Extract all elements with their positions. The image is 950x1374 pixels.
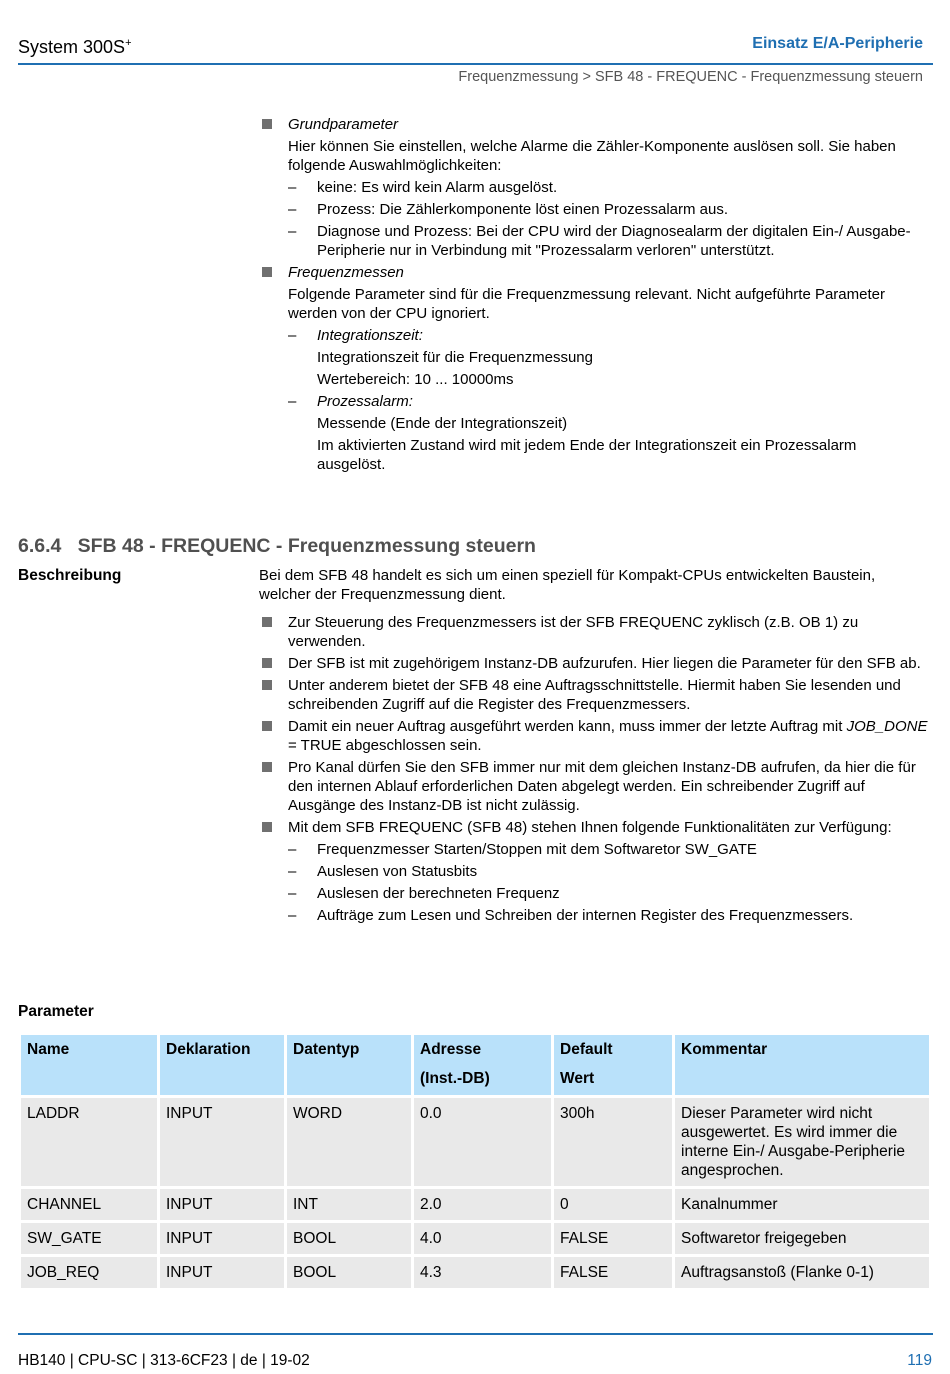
- table-cell: JOB_REQ: [21, 1257, 157, 1288]
- list-item-text: [260, 285, 928, 474]
- dash-item: – Frequenzmesser Starten/Stoppen mit dem Softwaretor SW_GATE: [288, 841, 757, 858]
- breadcrumb: Frequenzmessung > SFB 48 - FREQUENC - Frequenzmessung steuern: [458, 69, 923, 85]
- table-row: [21, 1257, 929, 1288]
- bullet-square-icon: [262, 680, 272, 690]
- table-cell: Kanalnummer: [675, 1189, 929, 1220]
- page-number: 119: [907, 1352, 932, 1369]
- section-heading: 6.6.4 SFB 48 - FREQUENC - Frequenzmessung steuern: [18, 535, 536, 557]
- table-header-row: [21, 1035, 929, 1095]
- list-item: Damit ein neuer Auftrag ausgeführt werden kann, muss immer der letzte Auftrag mit JOB_DONE = TRUE abgeschlossen sein.: [260, 717, 928, 755]
- table-cell: 0.0: [414, 1098, 551, 1186]
- table-row: [21, 1223, 929, 1254]
- parameter-description-list: [260, 115, 928, 474]
- header-left-title: System 300S+: [18, 37, 132, 57]
- bullet-square-icon: [262, 822, 272, 832]
- footer-doc-id: HB140 | CPU-SC | 313-6CF23 | de | 19-02: [18, 1352, 310, 1369]
- dash-item: – Diagnose und Prozess: Bei der CPU wird der Diagnosealarm der digitalen Ein-/ Ausgabe-Peripherie nur in Verbindung mit "Prozessalarm verloren" unterstützt.: [288, 223, 911, 259]
- header-rule: [18, 63, 933, 65]
- list-item-text: [260, 137, 928, 260]
- parameter-label: Parameter: [18, 1003, 94, 1020]
- table-cell: CHANNEL: [21, 1189, 157, 1220]
- sub-list: [260, 840, 928, 925]
- list-item: Zur Steuerung des Frequenzmessers ist der SFB FREQUENC zyklisch (z.B. OB 1) zu verwenden.: [260, 613, 928, 651]
- table-cell: 4.0: [414, 1223, 551, 1254]
- table-cell: Softwaretor freigegeben: [675, 1223, 929, 1254]
- beschreibung-content: [260, 566, 928, 925]
- list-item: [260, 263, 928, 282]
- list-item: Unter anderem bietet der SFB 48 eine Auftragsschnittstelle. Hiermit haben Sie lesenden und schreibenden Zugriff auf die Register des Frequenzmessers.: [260, 676, 928, 714]
- bullet-square-icon: [262, 119, 272, 129]
- dash-item: – Auslesen von Statusbits: [288, 863, 478, 880]
- table-cell: 300h: [554, 1098, 672, 1186]
- list-item-title: Frequenzmessen: [288, 264, 404, 281]
- bullet-square-icon: [262, 721, 272, 731]
- column-header-datentyp: Datentyp: [287, 1035, 411, 1095]
- table-cell: LADDR: [21, 1098, 157, 1186]
- column-header-deklaration: Deklaration: [160, 1035, 284, 1095]
- list-item: Pro Kanal dürfen Sie den SFB immer nur mit dem gleichen Instanz-DB aufrufen, da hier die für den internen Ablauf erforderlichen Daten abgelegt werden. Ein schreibender Zugriff auf Ausgänge des Instanz-DB ist nicht zulässig.: [260, 758, 928, 815]
- bullet-square-icon: [262, 762, 272, 772]
- paragraph: Integrationszeit für die Frequenzmessung: [317, 349, 593, 366]
- column-header-kommentar: Kommentar: [675, 1035, 929, 1095]
- list-item: Mit dem SFB FREQUENC (SFB 48) stehen Ihnen folgende Funktionalitäten zur Verfügung:: [260, 818, 928, 837]
- table-cell: WORD: [287, 1098, 411, 1186]
- table-row: [21, 1189, 929, 1220]
- header-right-title: Einsatz E/A-Peripherie: [752, 35, 923, 52]
- beschreibung-label: Beschreibung: [18, 567, 122, 584]
- table-cell: Auftragsanstoß (Flanke 0-1): [675, 1257, 929, 1288]
- paragraph: Folgende Parameter sind für die Frequenzmessung relevant. Nicht aufgeführte Parameter werden von der CPU ignoriert.: [288, 286, 885, 322]
- paragraph: Bei dem SFB 48 handelt es sich um einen speziell für Kompakt-CPUs entwickelten Baustein, welcher der Frequenzmessung dient.: [259, 567, 876, 603]
- bullet-square-icon: [262, 617, 272, 627]
- dash-item: – Auslesen der berechneten Frequenz: [288, 885, 560, 902]
- table-cell: INPUT: [160, 1189, 284, 1220]
- table-cell: 2.0: [414, 1189, 551, 1220]
- table-cell: FALSE: [554, 1257, 672, 1288]
- list-item: [260, 115, 928, 134]
- dash-item: – Aufträge zum Lesen und Schreiben der internen Register des Frequenzmessers.: [288, 907, 854, 924]
- paragraph: Messende (Ende der Integrationszeit): [317, 415, 568, 432]
- column-header-default: Default Wert: [554, 1035, 672, 1095]
- table-cell: INPUT: [160, 1098, 284, 1186]
- table-cell: INT: [287, 1189, 411, 1220]
- parameter-table: [18, 1032, 932, 1291]
- footer-rule: [18, 1333, 933, 1335]
- table-cell: BOOL: [287, 1223, 411, 1254]
- table-cell: Dieser Parameter wird nicht ausgewertet. Es wird immer die interne Ein-/ Ausgabe-Peripherie angesprochen.: [675, 1098, 929, 1186]
- list-item: Der SFB ist mit zugehörigem Instanz-DB aufzurufen. Hier liegen die Parameter für den SFB ab.: [260, 654, 928, 673]
- table-cell: BOOL: [287, 1257, 411, 1288]
- table-row: [21, 1098, 929, 1186]
- dash-item: – Prozessalarm:: [288, 393, 413, 410]
- bullet-square-icon: [262, 658, 272, 668]
- list-item-title: Grundparameter: [288, 116, 399, 133]
- dash-item: – Prozess: Die Zählerkomponente löst einen Prozessalarm aus.: [288, 201, 729, 218]
- table-cell: INPUT: [160, 1223, 284, 1254]
- table-cell: SW_GATE: [21, 1223, 157, 1254]
- paragraph: Wertebereich: 10 ... 10000ms: [317, 371, 514, 388]
- table-cell: FALSE: [554, 1223, 672, 1254]
- paragraph: Hier können Sie einstellen, welche Alarme die Zähler-Komponente auslösen soll. Sie haben folgende Auswahlmöglichkeiten:: [288, 138, 896, 174]
- table-cell: 0: [554, 1189, 672, 1220]
- dash-item: – keine: Es wird kein Alarm ausgelöst.: [288, 179, 558, 196]
- paragraph: Im aktivierten Zustand wird mit jedem Ende der Integrationszeit ein Prozessalarm ausgelöst.: [317, 437, 857, 473]
- column-header-name: Name: [21, 1035, 157, 1095]
- table-cell: INPUT: [160, 1257, 284, 1288]
- bullet-square-icon: [262, 267, 272, 277]
- column-header-adresse: Adresse (Inst.-DB): [414, 1035, 551, 1095]
- dash-item: – Integrationszeit:: [288, 327, 423, 344]
- table-cell: 4.3: [414, 1257, 551, 1288]
